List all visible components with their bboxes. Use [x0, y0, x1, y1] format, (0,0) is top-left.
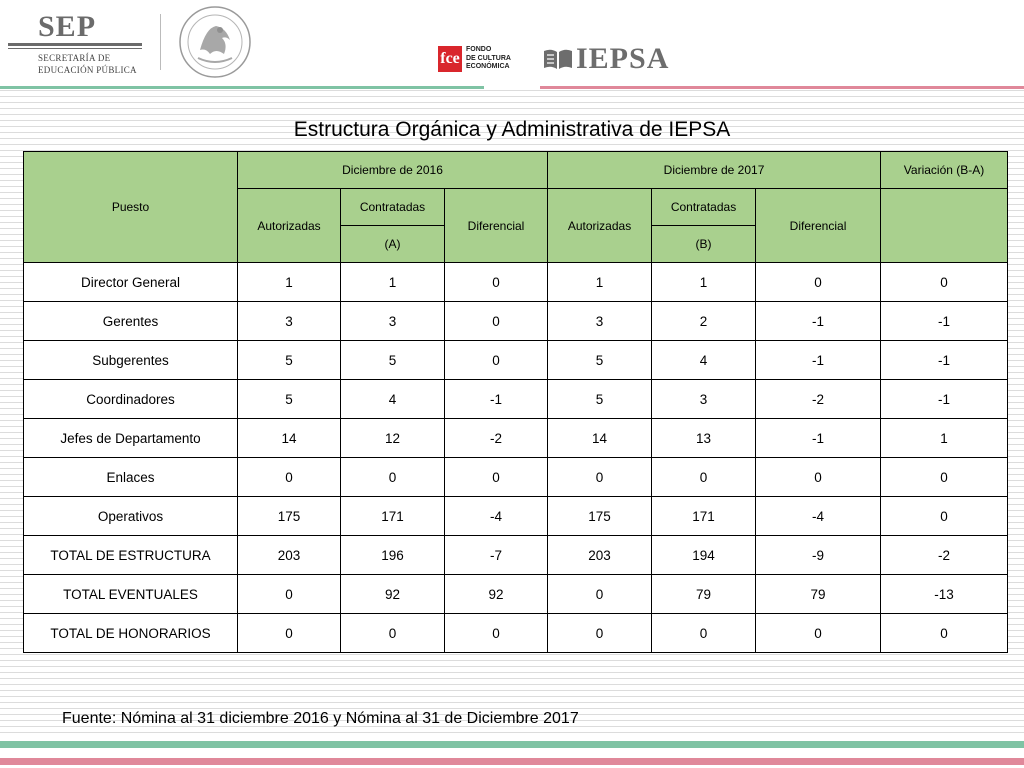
cell-autorizadas-2016: 14 — [238, 419, 341, 458]
header-autorizadas-2016: Autorizadas — [238, 189, 341, 263]
cell-autorizadas-2016: 203 — [238, 536, 341, 575]
cell-contratadas-2016: 0 — [341, 614, 445, 653]
cell-diferencial-2017: -2 — [756, 380, 881, 419]
cell-contratadas-2017: 0 — [652, 614, 756, 653]
table-row — [24, 497, 1008, 536]
table-row — [24, 575, 1008, 614]
fce-line2: DE CULTURA — [466, 54, 511, 62]
cell-contratadas-2016: 92 — [341, 575, 445, 614]
book-icon — [542, 48, 574, 70]
cell-autorizadas-2016: 5 — [238, 341, 341, 380]
sep-logo-word: SEP — [38, 10, 97, 43]
cell-contratadas-2017: 194 — [652, 536, 756, 575]
cell-diferencial-2016: 0 — [445, 263, 548, 302]
sep-subtitle-line1: SECRETARÍA DE — [38, 53, 111, 63]
cell-diferencial-2017: 0 — [756, 614, 881, 653]
top-bar-pink — [540, 86, 1024, 89]
cell-autorizadas-2017: 0 — [548, 458, 652, 497]
fce-logo-mark: fce — [438, 46, 462, 72]
header-a: (A) — [341, 226, 445, 263]
header-variacion-blank — [881, 189, 1008, 263]
cell-variacion: -1 — [881, 341, 1008, 380]
cell-autorizadas-2017: 5 — [548, 341, 652, 380]
cell-diferencial-2016: 0 — [445, 458, 548, 497]
top-bar-green — [0, 86, 484, 89]
cell-autorizadas-2017: 5 — [548, 380, 652, 419]
row-label: Director General — [24, 263, 238, 302]
header-dic-2017: Diciembre de 2017 — [548, 152, 881, 189]
fce-logo-text — [466, 46, 511, 72]
cell-diferencial-2017: 79 — [756, 575, 881, 614]
cell-variacion: -1 — [881, 380, 1008, 419]
header-dic-2016: Diciembre de 2016 — [238, 152, 548, 189]
fce-line3: ECONÓMICA — [466, 63, 510, 70]
cell-diferencial-2017: -1 — [756, 302, 881, 341]
slide-title: Estructura Orgánica y Administrativa de IEPSA — [293, 118, 731, 141]
header-variacion: Variación (B-A) — [881, 152, 1008, 189]
header-contratadas-2016: Contratadas — [341, 189, 445, 226]
table-row — [24, 341, 1008, 380]
cell-contratadas-2016: 0 — [341, 458, 445, 497]
cell-contratadas-2017: 1 — [652, 263, 756, 302]
header-contratadas-2017: Contratadas — [652, 189, 756, 226]
cell-contratadas-2016: 1 — [341, 263, 445, 302]
cell-contratadas-2017: 171 — [652, 497, 756, 536]
cell-variacion: -13 — [881, 575, 1008, 614]
cell-contratadas-2017: 13 — [652, 419, 756, 458]
cell-autorizadas-2016: 1 — [238, 263, 341, 302]
cell-variacion: 0 — [881, 458, 1008, 497]
sep-logo-subtitle — [38, 52, 137, 76]
cell-autorizadas-2016: 0 — [238, 614, 341, 653]
sep-logo — [8, 6, 158, 76]
row-label: TOTAL DE HONORARIOS — [24, 614, 238, 653]
cell-diferencial-2017: -1 — [756, 341, 881, 380]
cell-variacion: 0 — [881, 497, 1008, 536]
header-row-1 — [24, 152, 1008, 189]
cell-contratadas-2016: 4 — [341, 380, 445, 419]
cell-autorizadas-2016: 3 — [238, 302, 341, 341]
fce-logo — [438, 46, 528, 74]
row-label: Enlaces — [24, 458, 238, 497]
cell-diferencial-2016: 0 — [445, 302, 548, 341]
cell-variacion: 0 — [881, 263, 1008, 302]
row-label: Jefes de Departamento — [24, 419, 238, 458]
table-row — [24, 419, 1008, 458]
header-puesto: Puesto — [24, 152, 238, 263]
cell-autorizadas-2016: 5 — [238, 380, 341, 419]
cell-variacion: -1 — [881, 302, 1008, 341]
mexico-seal-icon — [176, 4, 254, 80]
sep-logo-rule-thin — [8, 48, 142, 49]
cell-diferencial-2017: -4 — [756, 497, 881, 536]
row-label: TOTAL EVENTUALES — [24, 575, 238, 614]
cell-contratadas-2017: 4 — [652, 341, 756, 380]
cell-diferencial-2016: -2 — [445, 419, 548, 458]
table-row — [24, 380, 1008, 419]
cell-diferencial-2017: -1 — [756, 419, 881, 458]
cell-diferencial-2016: 0 — [445, 614, 548, 653]
cell-autorizadas-2017: 0 — [548, 575, 652, 614]
cell-contratadas-2016: 12 — [341, 419, 445, 458]
row-label: Operativos — [24, 497, 238, 536]
cell-diferencial-2016: 92 — [445, 575, 548, 614]
row-label: TOTAL DE ESTRUCTURA — [24, 536, 238, 575]
cell-variacion: 1 — [881, 419, 1008, 458]
iepsa-logo-word: IEPSA — [576, 42, 670, 75]
sep-subtitle-line2: EDUCACIÓN PÚBLICA — [38, 65, 137, 75]
cell-diferencial-2016: -1 — [445, 380, 548, 419]
cell-autorizadas-2016: 0 — [238, 575, 341, 614]
header-diferencial-2017: Diferencial — [756, 189, 881, 263]
row-label: Subgerentes — [24, 341, 238, 380]
source-footnote: Fuente: Nómina al 31 diciembre 2016 y Nómina al 31 de Diciembre 2017 — [62, 710, 579, 727]
header-divider — [160, 14, 161, 70]
structure-table — [23, 151, 1008, 653]
table-row — [24, 302, 1008, 341]
cell-autorizadas-2017: 3 — [548, 302, 652, 341]
cell-diferencial-2017: 0 — [756, 263, 881, 302]
table-row — [24, 536, 1008, 575]
cell-variacion: -2 — [881, 536, 1008, 575]
cell-contratadas-2016: 196 — [341, 536, 445, 575]
cell-contratadas-2017: 3 — [652, 380, 756, 419]
cell-contratadas-2016: 5 — [341, 341, 445, 380]
header-diferencial-2016: Diferencial — [445, 189, 548, 263]
cell-autorizadas-2016: 175 — [238, 497, 341, 536]
cell-autorizadas-2017: 203 — [548, 536, 652, 575]
table-row — [24, 263, 1008, 302]
cell-variacion: 0 — [881, 614, 1008, 653]
cell-contratadas-2017: 0 — [652, 458, 756, 497]
cell-autorizadas-2017: 14 — [548, 419, 652, 458]
bottom-bar-green — [0, 741, 1024, 748]
cell-contratadas-2016: 171 — [341, 497, 445, 536]
cell-diferencial-2017: 0 — [756, 458, 881, 497]
cell-diferencial-2016: -4 — [445, 497, 548, 536]
cell-autorizadas-2017: 0 — [548, 614, 652, 653]
cell-diferencial-2017: -9 — [756, 536, 881, 575]
fce-line1: FONDO — [466, 46, 492, 53]
table-row — [24, 458, 1008, 497]
cell-autorizadas-2016: 0 — [238, 458, 341, 497]
cell-contratadas-2017: 79 — [652, 575, 756, 614]
cell-contratadas-2017: 2 — [652, 302, 756, 341]
cell-diferencial-2016: 0 — [445, 341, 548, 380]
header-autorizadas-2017: Autorizadas — [548, 189, 652, 263]
cell-contratadas-2016: 3 — [341, 302, 445, 341]
header-b: (B) — [652, 226, 756, 263]
cell-autorizadas-2017: 1 — [548, 263, 652, 302]
row-label: Gerentes — [24, 302, 238, 341]
cell-diferencial-2016: -7 — [445, 536, 548, 575]
sep-logo-rule — [8, 43, 142, 46]
cell-autorizadas-2017: 175 — [548, 497, 652, 536]
header — [0, 0, 1024, 88]
row-label: Coordinadores — [24, 380, 238, 419]
bottom-bar-pink — [0, 758, 1024, 765]
table-row — [24, 614, 1008, 653]
